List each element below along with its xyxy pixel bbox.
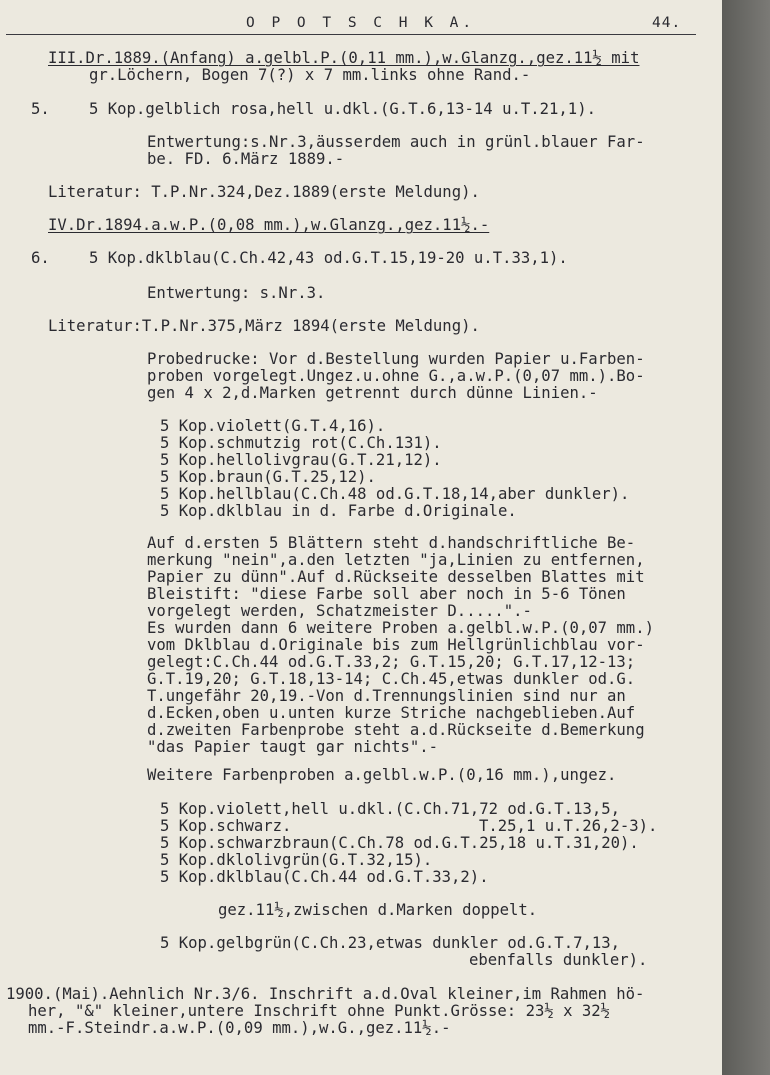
text-line: Auf d.ersten 5 Blättern steht d.handschriftliche Be- (147, 534, 636, 552)
text-line: G.T.19,20; G.T.18,13-14; C.Ch.45,etwas dunkler od.G. (147, 670, 636, 688)
text-line: her, "&" kleiner,untere Inschrift ohne Punkt.Grösse: 23½ x 32½ (28, 1002, 611, 1020)
entry-text: 5 Kop.gelblich rosa,hell u.dkl.(G.T.6,13-14 u.T.21,1). (89, 100, 596, 118)
text-line: d.zweiten Farbenprobe steht a.d.Rückseite d.Bemerkung (147, 721, 645, 739)
section-heading-iii: III.Dr.1889.(Anfang) a.gelbl.P.(0,11 mm.),w.Glanzg.,gez.11½ mit (48, 49, 640, 67)
list-item-continuation: T.25,1 u.T.26,2-3). (479, 817, 658, 835)
text-line: be. FD. 6.März 1889.- (147, 150, 345, 168)
text-line: Entwertung:s.Nr.3,äusserdem auch in grünl.blauer Far- (147, 133, 645, 151)
list-item: 5 Kop.violett,hell u.dkl.(C.Ch.71,72 od.G.T.13,5, (160, 800, 621, 818)
header-rule (6, 34, 696, 35)
list-item-continuation: ebenfalls dunkler). (469, 951, 648, 969)
list-item: 5 Kop.hellblau(C.Ch.48 od.G.T.18,14,aber dunkler). (160, 485, 630, 503)
page-edge-shadow (722, 0, 770, 1075)
text-line: Weitere Farbenproben a.gelbl.w.P.(0,16 mm.),ungez. (147, 766, 617, 784)
text-line: mm.-F.Steindr.a.w.P.(0,09 mm.),w.G.,gez.11½.- (28, 1019, 451, 1037)
text-line: merkung "nein",a.den letzten "ja,Linien zu entfernen, (147, 551, 645, 569)
list-item: 5 Kop.schwarz. (160, 817, 292, 835)
text-line: gelegt:C.Ch.44 od.G.T.33,2; G.T.15,20; G.T.17,12-13; (147, 653, 636, 671)
text-line: proben vorgelegt.Ungez.u.ohne G.,a.w.P.(0,07 mm.).Bo- (147, 367, 645, 385)
entry-number: 5. (31, 100, 50, 118)
running-title: O P O T S C H K A. (246, 15, 476, 31)
list-item: 5 Kop.schmutzig rot(C.Ch.131). (160, 434, 442, 452)
page-number: 44. (652, 15, 682, 31)
text-line: Bleistift: "diese Farbe soll aber noch in 5-6 Tönen (147, 585, 626, 603)
text-line: gen 4 x 2,d.Marken getrennt durch dünne Linien.- (147, 384, 598, 402)
list-item: 5 Kop.hellolivgrau(G.T.21,12). (160, 451, 442, 469)
entry-text: 5 Kop.dklblau(C.Ch.42,43 od.G.T.15,19-20 u.T.33,1). (89, 249, 568, 267)
text-line: vorgelegt werden, Schatzmeister D.....".- (147, 602, 532, 620)
list-item: 5 Kop.schwarzbraun(C.Ch.78 od.G.T.25,18 u.T.31,20). (160, 834, 639, 852)
list-item: 5 Kop.gelbgrün(C.Ch.23,etwas dunkler od.G.T.7,13, (160, 934, 621, 952)
text-line: vom Dklblau d.Originale bis zum Hellgrünlichblau vor- (147, 636, 645, 654)
text-line: gez.11½,zwischen d.Marken doppelt. (218, 901, 538, 919)
text-line: gr.Löchern, Bogen 7(?) x 7 mm.links ohne Rand.- (89, 66, 531, 84)
text-line: "das Papier taugt gar nichts".- (147, 738, 439, 756)
text-line: Es wurden dann 6 weitere Proben a.gelbl.w.P.(0,07 mm.) (147, 619, 654, 637)
text-line: Papier zu dünn".Auf d.Rückseite desselben Blattes mit (147, 568, 645, 586)
list-item: 5 Kop.dklolivgrün(G.T.32,15). (160, 851, 433, 869)
list-item: 5 Kop.braun(G.T.25,12). (160, 468, 376, 486)
text-line: Entwertung: s.Nr.3. (147, 284, 326, 302)
list-item: 5 Kop.dklblau(C.Ch.44 od.G.T.33,2). (160, 868, 489, 886)
text-line: Probedrucke: Vor d.Bestellung wurden Papier u.Farben- (147, 350, 645, 368)
list-item: 5 Kop.violett(G.T.4,16). (160, 417, 386, 435)
section-heading-iv: IV.Dr.1894.a.w.P.(0,08 mm.),w.Glanzg.,gez.11½.- (48, 216, 490, 234)
text-line: T.ungefähr 20,19.-Von d.Trennungslinien sind nur an (147, 687, 626, 705)
section-paragraph-1900: 1900.(Mai).Aehnlich Nr.3/6. Inschrift a.d.Oval kleiner,im Rahmen hö- (6, 985, 645, 1003)
entry-number: 6. (31, 249, 50, 267)
literature-line: Literatur: T.P.Nr.324,Dez.1889(erste Meldung). (48, 183, 480, 201)
text-line: d.Ecken,oben u.unten kurze Striche nachgeblieben.Auf (147, 704, 636, 722)
literature-line: Literatur:T.P.Nr.375,März 1894(erste Meldung). (48, 317, 480, 335)
list-item: 5 Kop.dklblau in d. Farbe d.Originale. (160, 502, 517, 520)
